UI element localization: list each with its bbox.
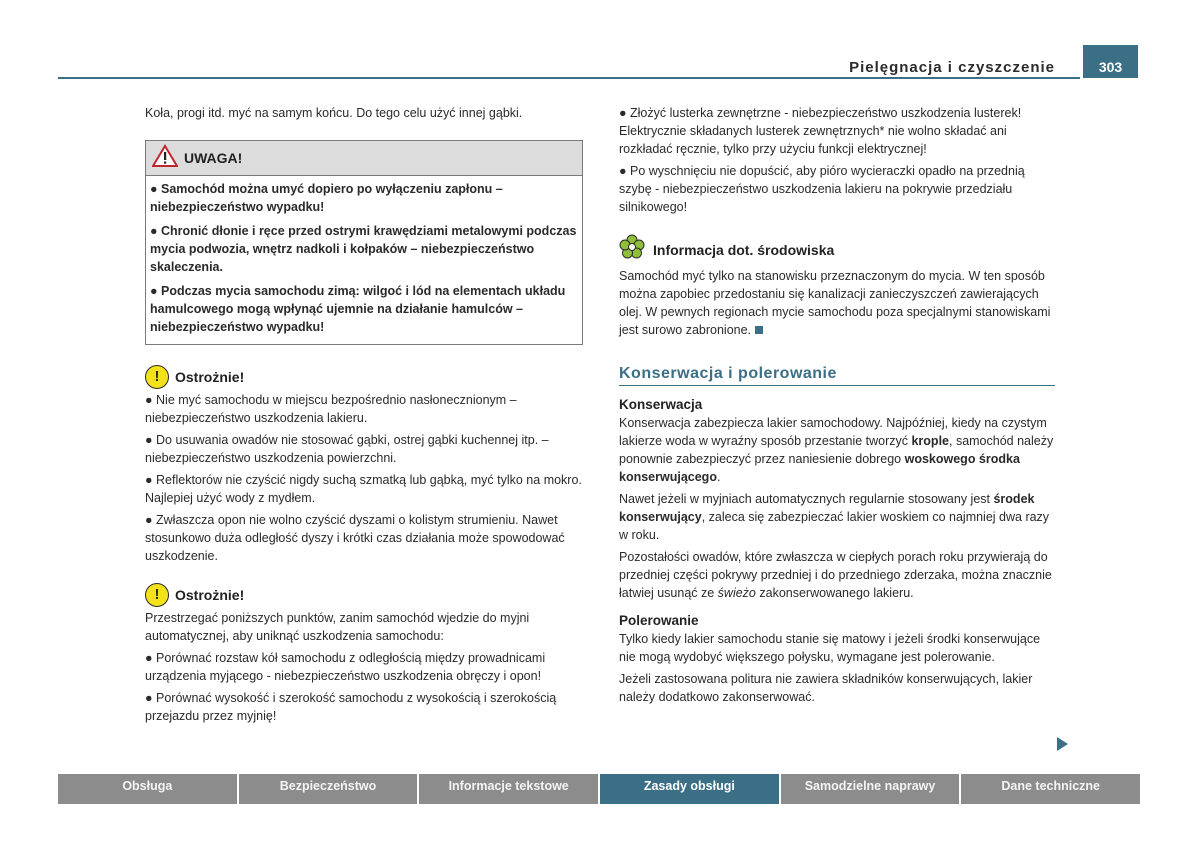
nav-tab-dane-techniczne[interactable]: Dane techniczne <box>961 774 1140 804</box>
caution-title: Ostrożnie! <box>175 587 245 603</box>
warning-item: ● Chronić dłonie i ręce przed ostrymi krawędziami metalowymi podczas mycia podwozia, wnętrz nadkoli i kołpaków – niebezpieczeństwo skaleczenia. <box>150 224 577 274</box>
right-column <box>619 104 1059 710</box>
nav-tab-informacje-tekstowe[interactable]: Informacje tekstowe <box>419 774 598 804</box>
flower-icon <box>619 234 645 265</box>
environment-header <box>619 234 1059 265</box>
next-page-arrow-icon[interactable] <box>1057 737 1068 751</box>
subsection-heading: Konserwacja <box>619 397 703 412</box>
polerowanie-paragraph: Tylko kiedy lakier samochodu stanie się matowy i jeżeli środki konserwujące nie mogą wydobyć większego połysku, wymagane jest polerowanie. <box>619 632 1041 664</box>
caution-item: ● Porównać rozstaw kół samochodu z odległością między prowadnicami urządzenia myjącego - niebezpieczeństwo uszkodzenia obręczy i opon! <box>145 651 546 683</box>
nav-tab-bezpieczenstwo[interactable]: Bezpieczeństwo <box>239 774 418 804</box>
caution-item: ● Zwłaszcza opon nie wolno czyścić dyszami o kolistym strumieniu. Nawet stosunkowo duża odległość dyszy i krótki czas działania może spowodować uszkodzenie. <box>145 513 565 563</box>
caution-header <box>145 365 585 389</box>
header-rule <box>58 77 1080 79</box>
warning-triangle-icon <box>152 144 178 173</box>
warning-item: ● Podczas mycia samochodu zimą: wilgoć i lód na elementach układu hamulcowego mogą wpłynąć ujemnie na działanie hamulców – niebezpieczeństwo wypadku! <box>150 284 566 334</box>
caution-item: ● Do usuwania owadów nie stosować gąbki, ostrej gąbki kuchennej itp. – niebezpieczeństwo uszkodzenia powierzchni. <box>145 433 549 465</box>
environment-title: Informacja dot. środowiska <box>653 241 835 258</box>
konserwacja-paragraph: Konserwacja zabezpiecza lakier samochodowy. Najpóźniej, kiedy na czystym lakierze woda w wyraźny sposób przestanie tworzyć krople, samochód należy ponownie zabezpieczyć przez naniesienie dobrego woskowego środka konserwującego. <box>619 416 1054 484</box>
intro-text: Koła, progi itd. myć na samym końcu. Do tego celu użyć innej gąbki. <box>145 106 523 120</box>
warning-box <box>145 140 583 345</box>
exclamation-circle-icon: ! <box>145 365 169 389</box>
nav-tab-zasady-obslugi[interactable]: Zasady obsługi <box>600 774 779 804</box>
warning-title: UWAGA! <box>184 150 243 166</box>
konserwacja-paragraph: Nawet jeżeli w myjniach automatycznych regularnie stosowany jest środek konserwujący, zaleca się zabezpieczać lakier woskiem co najmniej dwa razy w roku. <box>619 492 1050 542</box>
section-title: Konserwacja i polerowanie <box>619 365 1055 386</box>
caution-intro: Przestrzegać poniższych punktów, zanim samochód wjedzie do myjni automatycznej, aby uniknąć uszkodzenia samochodu: <box>145 611 530 643</box>
konserwacja-paragraph: Pozostałości owadów, które zwłaszcza w ciepłych porach roku przywierają do przedniej części pokrywy przedniej i do przedniego zderzaka, można znacznie łatwiej usunąć ze świeżo zakonserwowanego lakieru. <box>619 550 1052 600</box>
left-column <box>145 104 585 729</box>
bottom-nav <box>58 774 1140 804</box>
subsection-heading: Polerowanie <box>619 613 699 628</box>
polerowanie-paragraph: Jeżeli zastosowana politura nie zawiera składników konserwujących, lakier należy dodatkowo zakonserwować. <box>619 672 1033 704</box>
bullet-item: ● Złożyć lusterka zewnętrzne - niebezpieczeństwo uszkodzenia lusterek! Elektrycznie składanych lusterek zewnętrznych* nie wolno składać ani rozkładać ręcznie, tylko przy użyciu funkcji elektrycznej! <box>619 106 1022 156</box>
warning-body <box>146 176 582 344</box>
warning-item: ● Samochód można umyć dopiero po wyłączeniu zapłonu – niebezpieczeństwo wypadku! <box>150 182 503 214</box>
caution-title: Ostrożnie! <box>175 369 245 385</box>
caution-header <box>145 583 585 607</box>
page-number: 303 <box>1083 45 1138 78</box>
caution-item: ● Porównać wysokość i szerokość samochodu z wysokością i szerokością przejazdu przez myjnię! <box>145 691 557 723</box>
nav-tab-obsluga[interactable]: Obsługa <box>58 774 237 804</box>
caution-item: ● Nie myć samochodu w miejscu bezpośrednio nasłonecznionym – niebezpieczeństwo uszkodzenia lakieru. <box>145 393 517 425</box>
warning-header <box>146 141 582 176</box>
page-header-title: Pielęgnacja i czyszczenie <box>849 59 1055 76</box>
nav-tab-samodzielne-naprawy[interactable]: Samodzielne naprawy <box>781 774 960 804</box>
bullet-item: ● Po wyschnięciu nie dopuścić, aby pióro wycieraczki opadło na przednią szybę - niebezpieczeństwo uszkodzenia lakieru na pokrywie przedziału silnikowego! <box>619 164 1025 214</box>
environment-text: Samochód myć tylko na stanowisku przeznaczonym do mycia. W ten sposób można zapobiec przedostaniu się kanalizacji zanieczyszczeń zawierających olej. W pewnych regionach mycie samochodu poza specjalnymi stanowiskami jest surowo zabronione. <box>619 269 1051 337</box>
end-marker-icon <box>755 326 763 334</box>
caution-item: ● Reflektorów nie czyścić nigdy suchą szmatką lub gąbką, myć tylko na mokro. Najlepiej użyć wody z mydłem. <box>145 473 582 505</box>
exclamation-circle-icon: ! <box>145 583 169 607</box>
